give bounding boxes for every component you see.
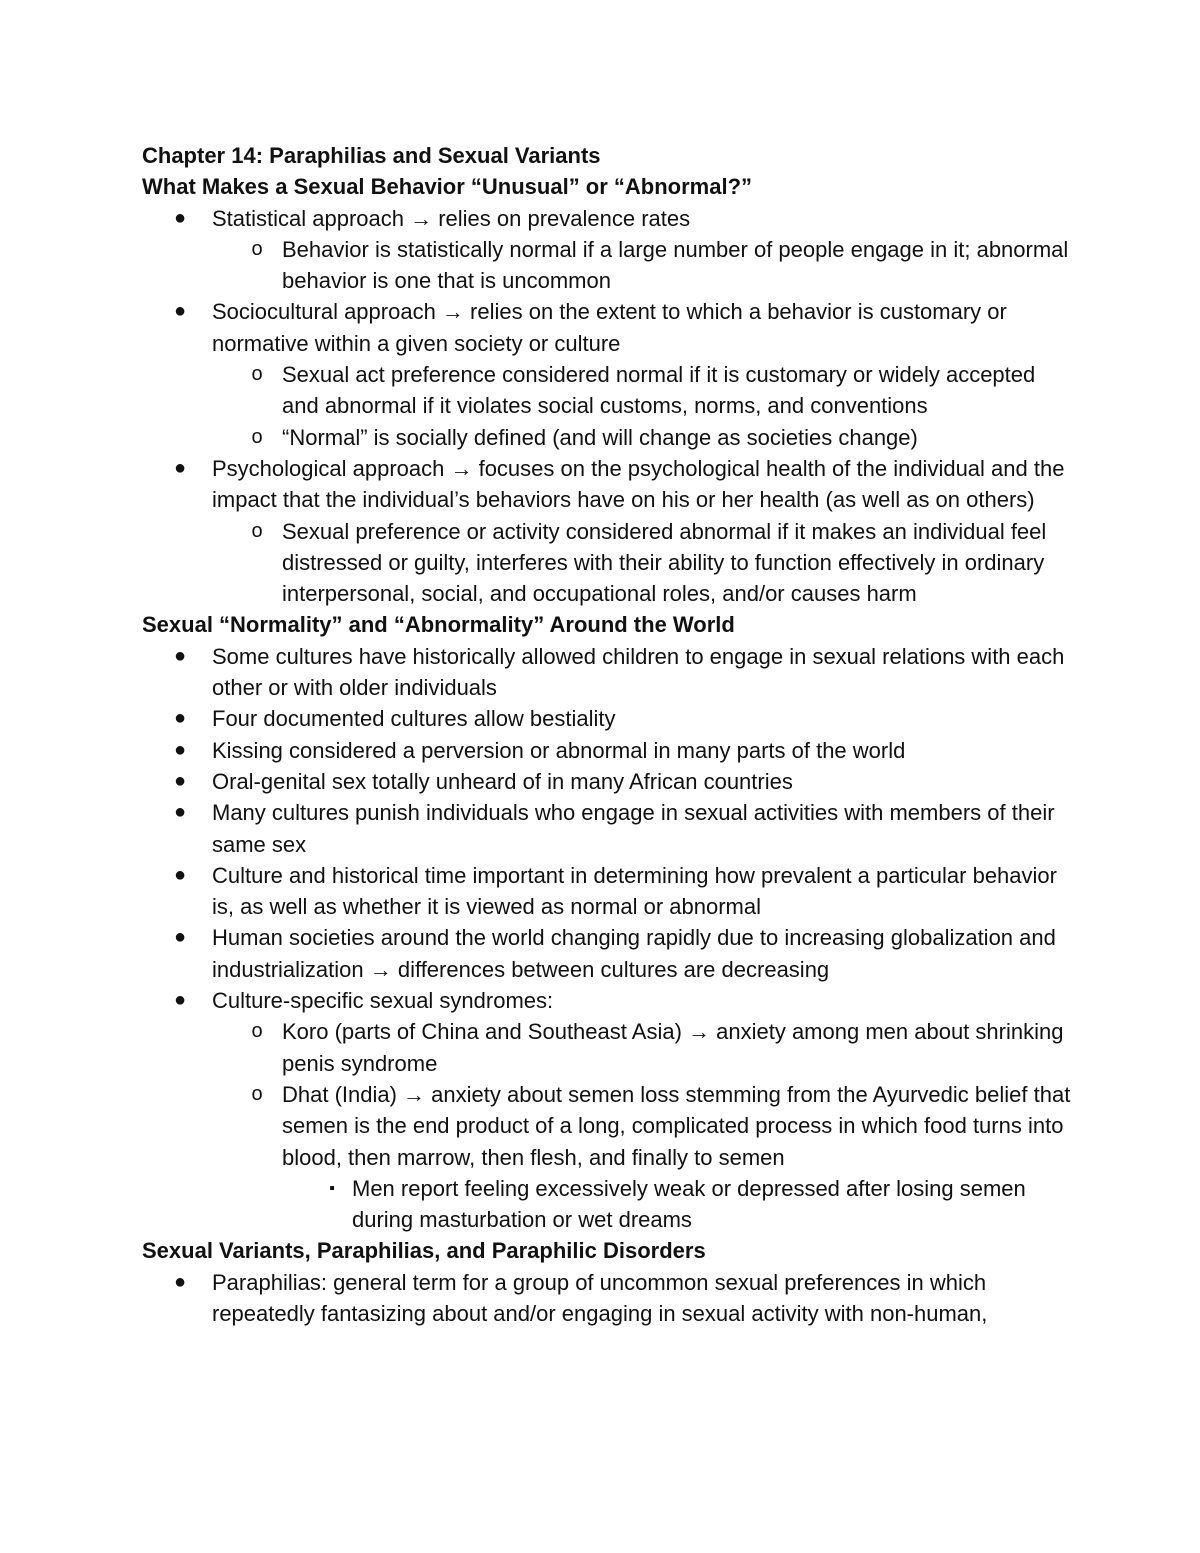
list-item-text: Statistical approach → relies on prevalence rates — [212, 205, 691, 231]
list-item — [142, 203, 1072, 297]
bullet-dot: ● — [173, 738, 187, 761]
bullet-dot: ● — [173, 926, 187, 949]
sub-sub-list-item — [282, 1173, 1072, 1236]
section-1-list — [142, 203, 1072, 610]
list-item-text: Some cultures have historically allowed children to engage in sexual relations with each other or with older individuals — [212, 643, 1065, 701]
bullet-circle: o — [251, 237, 263, 260]
list-item-text: Four documented cultures allow bestiality — [212, 706, 616, 732]
list-item — [142, 703, 1072, 734]
list-item — [142, 453, 1072, 609]
sub-sub-list — [282, 1173, 1072, 1236]
sub-list-item-text: Dhat (India) → anxiety about semen loss stemming from the Ayurvedic belief that semen is the end product of a long, complicated process in which food turns into blood, then marrow, then flesh, and finally to semen — [282, 1081, 1071, 1170]
bullet-circle: o — [251, 425, 263, 448]
sub-list-item — [212, 1079, 1072, 1235]
bullet-dot: ● — [173, 1270, 187, 1293]
list-item — [142, 922, 1072, 985]
section-2-list — [142, 641, 1072, 1236]
sub-list-item — [212, 516, 1072, 610]
list-item — [142, 735, 1072, 766]
sub-sub-list-item-text: Men report feeling excessively weak or depressed after losing semen during masturbation or wet dreams — [352, 1175, 1026, 1233]
section-heading-3: Sexual Variants, Paraphilias, and Paraphilic Disorders — [142, 1238, 706, 1264]
bullet-dot: ● — [173, 801, 187, 824]
list-item-text: Kissing considered a perversion or abnormal in many parts of the world — [212, 737, 906, 763]
section-heading-1: What Makes a Sexual Behavior “Unusual” or “Abnormal?” — [142, 174, 753, 200]
list-item — [142, 1267, 1072, 1330]
bullet-dot: ● — [173, 769, 187, 792]
bullet-circle: o — [251, 1020, 263, 1043]
bullet-dot: ● — [173, 707, 187, 730]
bullet-dot: ● — [173, 863, 187, 886]
list-item-text: Human societies around the world changing rapidly due to increasing globalization and industrialization → differences between cultures are decreasing — [212, 925, 1056, 982]
document-page — [142, 140, 1072, 1329]
sub-list-item-text: Behavior is statistically normal if a large number of people engage in it; abnormal behavior is one that is uncommon — [282, 236, 1069, 294]
sub-list — [142, 234, 1072, 297]
bullet-square: ▪ — [329, 1179, 335, 1197]
chapter-title: Chapter 14: Paraphilias and Sexual Variants — [142, 143, 601, 168]
bullet-circle: o — [251, 363, 263, 386]
list-item — [142, 860, 1072, 923]
sub-list-item-text: Sexual preference or activity considered abnormal if it makes an individual feel distressed or guilty, interferes with their ability to function effectively in ordinary interpersonal, social, and occupational roles, and/or causes harm — [282, 518, 1047, 607]
list-item-text: Paraphilias: general term for a group of uncommon sexual preferences in which repeatedly fantasizing about and/or engaging in sexual activity with non-human, — [212, 1269, 988, 1326]
sub-list — [142, 1016, 1072, 1235]
list-item-text: Culture and historical time important in determining how prevalent a particular behavior is, as well as whether it is viewed as normal or abnormal — [212, 862, 1057, 920]
sub-list — [142, 516, 1072, 610]
list-item-text: Sociocultural approach → relies on the extent to which a behavior is customary or normative within a given society or culture — [212, 299, 1007, 356]
sub-list-item — [212, 234, 1072, 297]
section-3-list — [142, 1267, 1072, 1330]
bullet-dot: ● — [173, 644, 187, 667]
bullet-circle: o — [251, 519, 263, 542]
bullet-dot: ● — [173, 206, 187, 229]
list-item-text: Many cultures punish individuals who engage in sexual activities with members of their same sex — [212, 800, 1055, 857]
sub-list-item-text: “Normal” is socially defined (and will change as societies change) — [282, 424, 918, 450]
bullet-dot: ● — [173, 456, 187, 479]
sub-list-item — [212, 359, 1072, 422]
bullet-dot: ● — [173, 300, 187, 323]
list-item — [142, 766, 1072, 797]
list-item — [142, 797, 1072, 860]
list-item-text: Culture-specific sexual syndromes: — [212, 988, 554, 1014]
list-item — [142, 985, 1072, 1235]
bullet-dot: ● — [173, 989, 187, 1012]
list-item — [142, 641, 1072, 704]
sub-list-item — [212, 422, 1072, 453]
bullet-circle: o — [251, 1082, 263, 1105]
sub-list-item-text: Koro (parts of China and Southeast Asia) → anxiety among men about shrinking penis syndrome — [282, 1019, 1064, 1076]
section-heading-2: Sexual “Normality” and “Abnormality” Around the World — [142, 612, 735, 638]
list-item-text: Oral-genital sex totally unheard of in many African countries — [212, 768, 793, 794]
sub-list-item-text: Sexual act preference considered normal if it is customary or widely accepted and abnormal if it violates social customs, norms, and conventions — [282, 362, 1036, 419]
list-item-text: Psychological approach → focuses on the psychological health of the individual and the impact that the individual’s behaviors have on his or her health (as well as on others) — [212, 455, 1065, 513]
sub-list-item — [212, 1016, 1072, 1079]
list-item — [142, 296, 1072, 452]
sub-list — [142, 359, 1072, 453]
